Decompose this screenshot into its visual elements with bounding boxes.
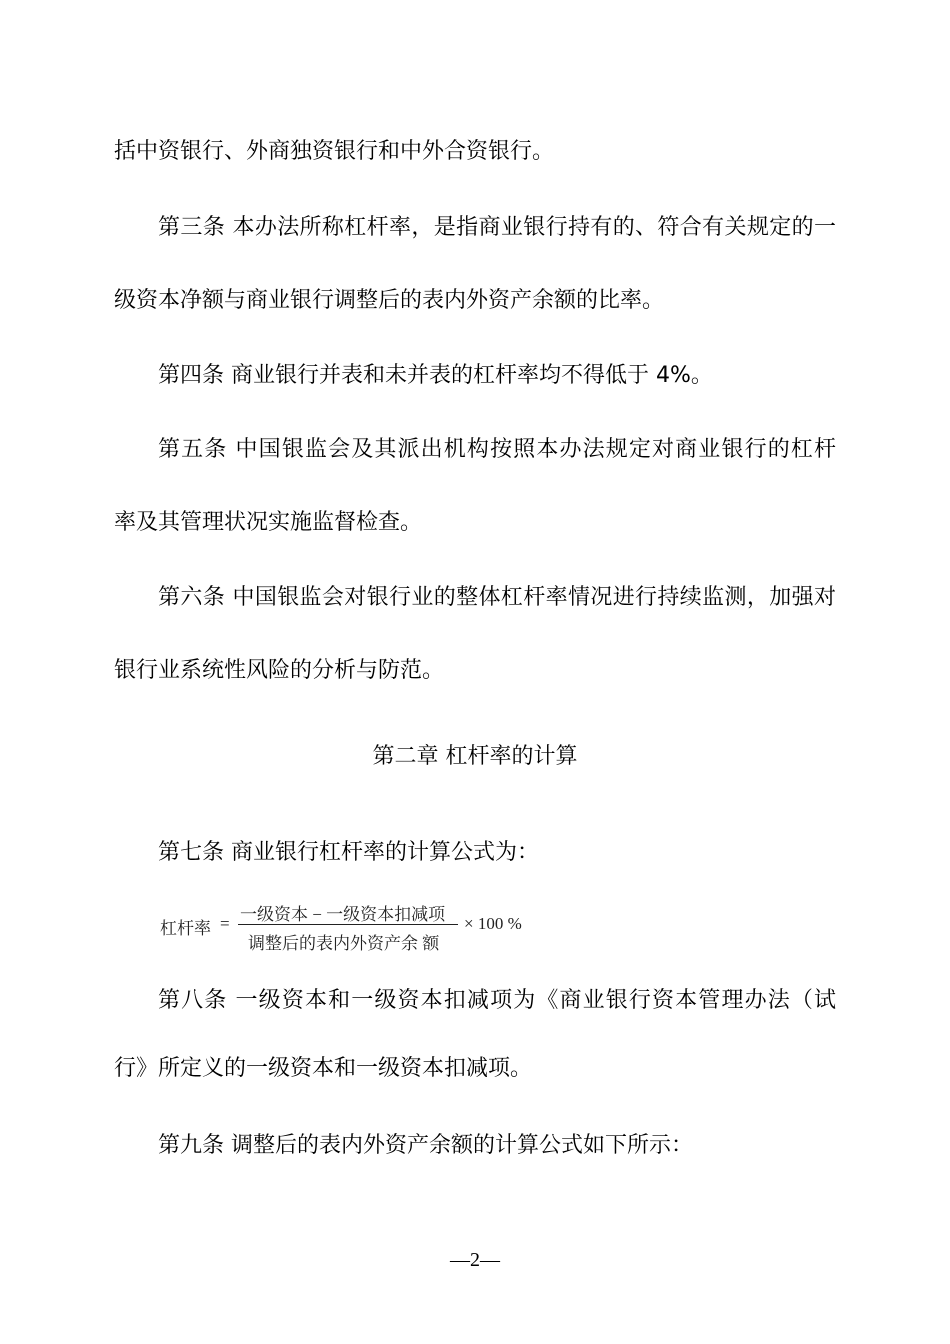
- article-3-line-2: 级资本净额与商业银行调整后的表内外资产余额的比率。: [114, 288, 665, 313]
- article-4: 第四条 商业银行并表和未并表的杠杆率均不得低于 4%。: [158, 363, 713, 388]
- fraction-bar: [238, 924, 458, 925]
- article-8-line-2: 行》所定义的一级资本和一级资本扣减项。: [114, 1056, 533, 1081]
- article-3-line-1: 第三条 本办法所称杠杆率，是指商业银行持有的、符合有关规定的一: [158, 215, 836, 240]
- chapter-heading: 第二章 杠杆率的计算: [372, 744, 578, 769]
- formula-multiplier: × 100 %: [464, 914, 522, 933]
- article-8-line-1: 第八条 一级资本和一级资本扣减项为《商业银行资本管理办法（试: [158, 988, 836, 1013]
- article-6-line-1: 第六条 中国银监会对银行业的整体杠杆率情况进行持续监测，加强对: [158, 585, 836, 610]
- formula-equals: =: [220, 914, 230, 933]
- article-9: 第九条 调整后的表内外资产余额的计算公式如下所示：: [158, 1133, 693, 1158]
- formula-lhs: 杠杆率: [160, 919, 211, 938]
- article-7: 第七条 商业银行杠杆率的计算公式为：: [158, 840, 539, 865]
- page-number: —2—: [450, 1249, 500, 1271]
- article-5-line-2: 率及其管理状况实施监督检查。: [114, 510, 423, 535]
- formula-denominator: 调整后的表内外资产余 额: [248, 934, 440, 953]
- paragraph-line: 括中资银行、外商独资银行和中外合资银行。: [114, 139, 555, 164]
- formula-numerator: 一级资本 − 一级资本扣减项: [240, 905, 446, 924]
- article-6-line-2: 银行业系统性风险的分析与防范。: [114, 658, 445, 683]
- article-5-line-1: 第五条 中国银监会及其派出机构按照本办法规定对商业银行的杠杆: [158, 437, 836, 462]
